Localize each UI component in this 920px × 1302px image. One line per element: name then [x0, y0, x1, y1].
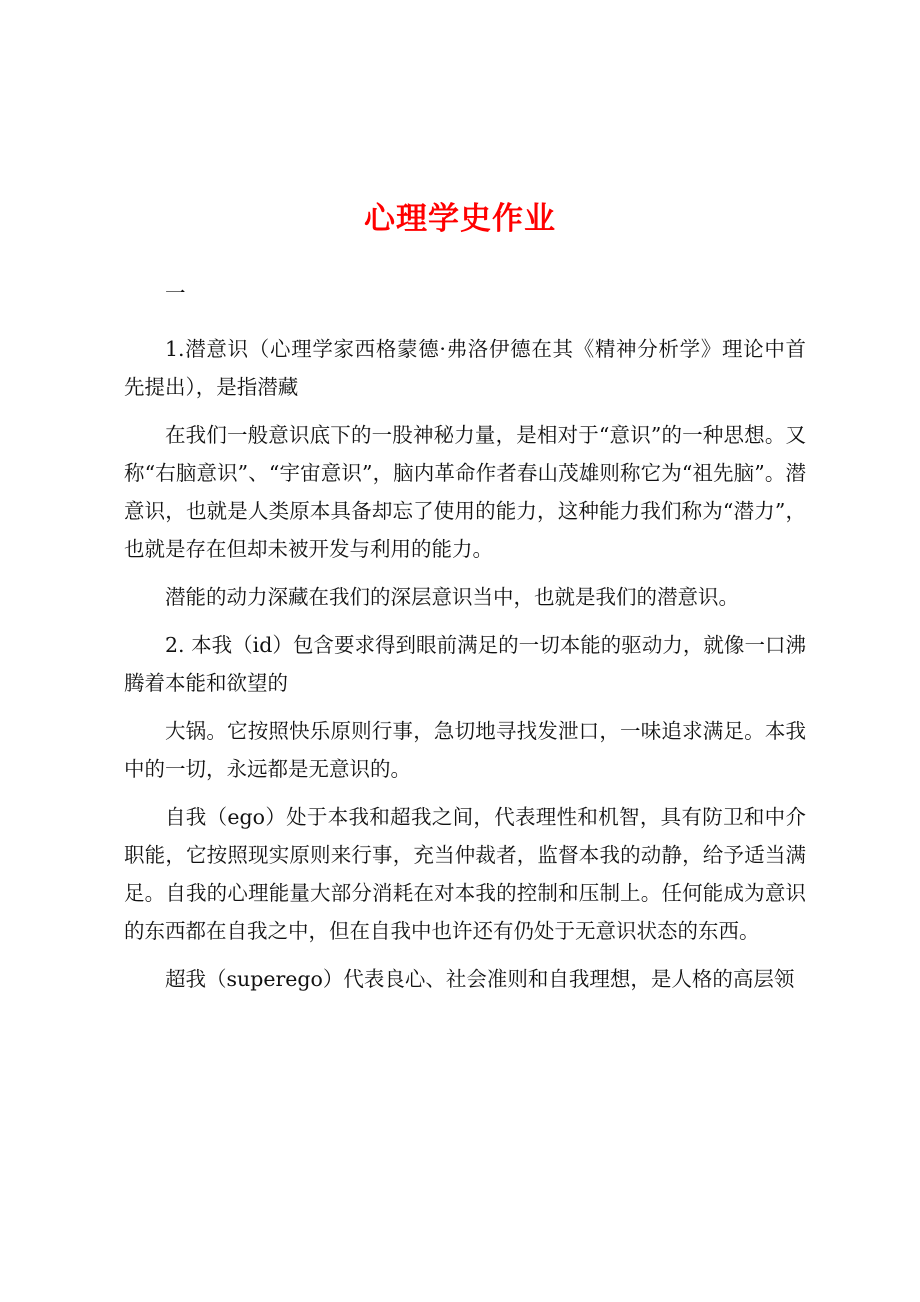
document-body	[124, 274, 806, 1008]
paragraph: 在我们一般意识底下的一股神秘力量，是相对于“意识”的一种思想。又称“右脑意识”、“宇宙意识”，脑内革命作者春山茂雄则称它为“祖先脑”。潜意识，也就是人类原本具备却忘了使用的能力，这种能力我们称为“潜力”，也就是存在但却未被开发与利用的能力。	[124, 423, 806, 561]
paragraph: 大锅。它按照快乐原则行事，急切地寻找发泄口，一味追求满足。本我中的一切，永远都是无意识的。	[124, 719, 806, 781]
paragraph: 超我（superego）代表良心、社会准则和自我理想，是人格的高层领	[165, 967, 795, 991]
section-marker: 一	[165, 281, 186, 305]
paragraph: 自我（ego）处于本我和超我之间，代表理性和机智，具有防卫和中介职能，它按照现实原则来行事，充当仲裁者，监督本我的动静，给予适当满足。自我的心理能量大部分消耗在对本我的控制和压制上。任何能成为意识的东西都在自我之中，但在自我中也许还有仍处于无意识状态的东西。	[124, 805, 806, 943]
paragraph: 潜能的动力深藏在我们的深层意识当中，也就是我们的潜意识。	[165, 585, 739, 609]
paragraph: 1.潜意识（心理学家西格蒙德·弗洛伊德在其《精神分析学》理论中首先提出），是指潜藏	[124, 337, 806, 399]
paragraph: 2. 本我（id）包含要求得到眼前满足的一切本能的驱动力，就像一口沸腾着本能和欲望的	[124, 633, 806, 695]
document-title: 心理学史作业	[364, 201, 556, 237]
